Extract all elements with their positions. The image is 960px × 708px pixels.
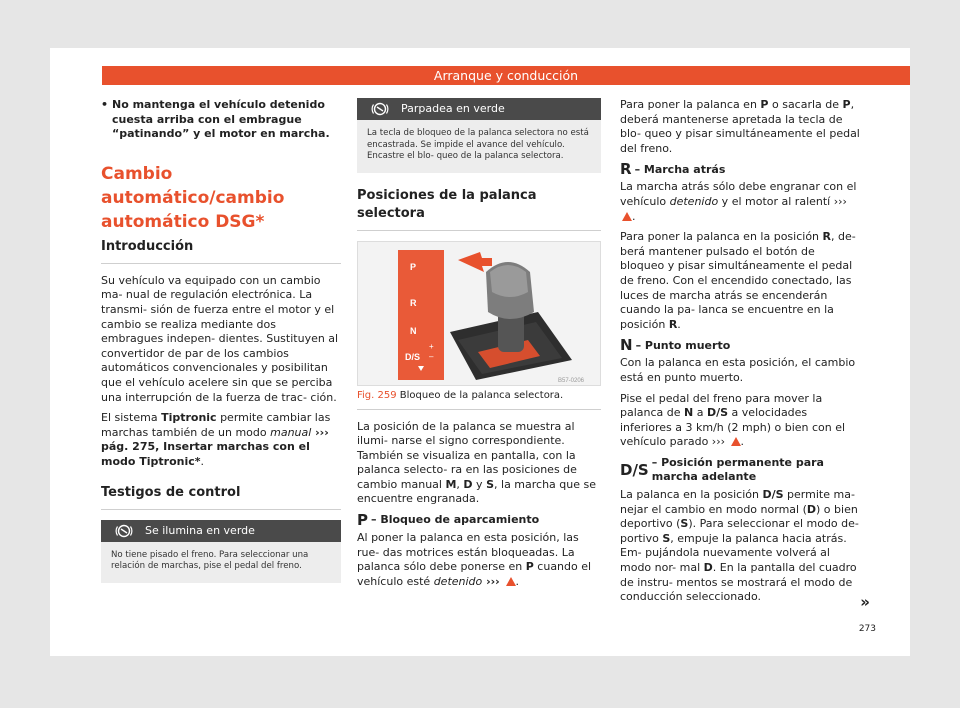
detenido-term: detenido	[669, 194, 719, 208]
gear-indicator-icon	[371, 102, 389, 124]
position-label-p: P	[410, 261, 417, 272]
position-label-r: R	[410, 297, 417, 308]
page-number: 273	[858, 624, 876, 634]
neutral-glyph: N	[620, 336, 633, 355]
manual-term: manual	[270, 425, 312, 439]
text-span: y	[472, 477, 487, 491]
gear-m: M	[445, 477, 457, 491]
park-title: – Bloqueo de aparcamiento	[371, 513, 540, 527]
indicator-box-text: No tiene pisado el freno. Para seleccionar una relación de marchas, pise el pedal del freno.	[111, 549, 309, 571]
testigos-heading: Testigos de control	[101, 484, 341, 510]
drive-paragraph	[620, 488, 860, 605]
section-header: Arranque y conducción	[102, 66, 910, 85]
text-span: , deberá mantenerse apretada la tecla de blo- queo y pisar simultáneamente el pedal del freno.	[620, 98, 860, 155]
position-label-ds: D/S	[405, 351, 421, 362]
drive-glyph: D/S	[620, 460, 649, 479]
gear-ds: D/S	[762, 488, 784, 502]
park-glyph: P	[357, 511, 368, 530]
gear-s: S	[486, 477, 495, 491]
indicator-box-title: Se ilumina en verde	[145, 523, 255, 537]
indicator-box-header	[101, 520, 341, 542]
indicator-box-green	[101, 520, 341, 583]
text-span: ) o bien deportivo (	[620, 502, 858, 531]
warning-reference-link[interactable]: y el motor al ralentí ›››	[718, 194, 847, 208]
neutral-subheading	[620, 338, 860, 353]
reverse-paragraph-1: La marcha atrás sólo debe engranar con el vehículo detenido y el motor al ralentí ››› .	[620, 180, 857, 223]
detenido-term: detenido	[433, 574, 483, 588]
indicator-box-header	[357, 98, 601, 120]
text-span: .	[200, 454, 205, 468]
text-span: cuando el vehículo esté	[357, 560, 592, 588]
warning-triangle-icon	[506, 577, 516, 586]
gear-indicator-icon	[115, 524, 133, 546]
gear-ds: D/S	[706, 406, 729, 420]
figure-caption-text: Bloqueo de la palanca selectora.	[399, 389, 564, 401]
text-span: ,	[456, 477, 464, 491]
page-reference-link[interactable]: ››› pág. 275, Insertar marchas con el modo Tiptronic*	[101, 425, 329, 468]
intro-heading: Introducción	[101, 238, 341, 264]
drive-subheading	[620, 456, 860, 485]
gear-p: P	[842, 98, 851, 111]
warning-reference-link[interactable]: ›››	[482, 574, 504, 588]
column-middle	[357, 98, 601, 595]
svg-text:+: +	[429, 341, 434, 351]
selector-lever-figure	[357, 241, 601, 386]
figure-caption	[357, 386, 601, 410]
gear-r: R	[822, 230, 831, 244]
text-span: permite cambiar las marchas también de un modo	[101, 411, 331, 439]
warning-triangle-icon	[622, 212, 632, 221]
gear-r: R	[668, 317, 678, 331]
reverse-title: – Marcha atrás	[634, 162, 726, 176]
column-left	[101, 98, 341, 597]
indicator-box-text: La tecla de bloqueo de la palanca selectora no está encastrada. Se impide el avance del vehículo. Encastre el blo- queo de la palanca selectora.	[367, 128, 589, 161]
text-span: La marcha atrás sólo debe engranar con el vehículo	[620, 180, 857, 208]
figure-code: B57-0206	[558, 377, 585, 384]
gear-s: S	[662, 531, 671, 545]
text-span: , de- berá mantener pulsado el botón de bloqueo y pisar simultáneamente el pedal de freno. Con el encendido conectado, las luces de marcha atrás se encenderán cuando la pa- lanca se encuentre en la posición	[620, 230, 856, 331]
warning-bullet: • No mantenga el vehículo detenido cuesta arriba con el embrague “patinando” y el motor en marcha.	[101, 98, 341, 142]
warning-reference-link[interactable]: a velocidades inferiores a 3 km/h (2 mph) o bien con el vehículo parado ›››	[620, 406, 846, 449]
neutral-title: – Punto muerto	[635, 338, 731, 352]
selector-lever-illustration	[358, 242, 600, 385]
text-span: a	[693, 406, 707, 420]
reverse-subheading	[620, 162, 860, 177]
tiptronic-term: Tiptronic	[161, 411, 217, 425]
park-subheading	[357, 513, 601, 528]
gear-p: P	[760, 98, 769, 111]
intro-paragraph: Su vehículo va equipado con un cambio ma- nual de regulación electrónica. La transmi- sión de fuerza entre el motor y el cambio se realiza mediante dos embragues indepen- dientes. Sustituyen al convertidor de par de los cambios automáticos convencionales y posibilitan que el vehículo acelere sin que se perciba una interrupción de la fuerza de trac- ción.	[101, 273, 339, 404]
gear-s: S	[680, 517, 689, 531]
neutral-paragraph-2: Pise el pedal del freno para mover la palanca de N a D/S a velocidades inferiores a 3 km/h (2 mph) o bien con el vehículo parado ››› .	[620, 391, 846, 449]
reverse-paragraph-2	[620, 230, 860, 332]
text-span: Para poner la palanca en la posición	[620, 230, 823, 244]
gear-d: D	[703, 561, 713, 575]
svg-text:–: –	[429, 351, 434, 361]
text-span: .	[677, 317, 681, 331]
indicator-box-blinking	[357, 98, 601, 173]
text-span: El sistema	[101, 411, 162, 425]
text-span: ). Para seleccionar el modo de- portivo	[620, 517, 859, 545]
park-paragraph: Al poner la palanca en esta posición, las rue- das motrices están bloqueadas. La palanca sólo debe ponerse en P cuando el vehículo esté detenido ››› .	[357, 531, 592, 588]
reverse-glyph: R	[620, 160, 632, 179]
text-span: Pise el pedal del freno para mover la palanca de	[620, 391, 823, 420]
chapter-title: Cambio automático/cambio automático DSG*	[101, 163, 285, 232]
gear-n: N	[684, 406, 694, 420]
selector-positions-heading: Posiciones de la palanca selectora	[357, 187, 601, 231]
continue-marker: »	[860, 593, 870, 611]
column-right	[620, 98, 860, 611]
manual-page	[50, 48, 910, 656]
warning-triangle-icon	[731, 437, 741, 446]
text-span: La palanca en la posición	[620, 488, 763, 502]
text-span: , la marcha que se encuentre engranada.	[357, 477, 597, 506]
tiptronic-paragraph	[101, 411, 341, 469]
gear-d: D	[806, 502, 817, 516]
gear-d: D	[463, 477, 473, 491]
position-label-n: N	[410, 325, 417, 336]
text-span: o sacarla de	[768, 98, 843, 111]
drive-title: – Posición permanente para marcha adelante	[651, 455, 824, 484]
gear-p: P	[525, 560, 534, 574]
position-display-paragraph	[357, 420, 601, 508]
text-span: . En la pantalla del cuadro de instru- mentos se mostrará el modo de conducción seleccionado.	[620, 561, 857, 604]
park-release-paragraph	[620, 98, 860, 156]
text-span: Para poner la palanca en	[620, 98, 761, 111]
text-span: , empuje la palanca hacia atrás. Em- pujándola nuevamente volverá al modo nor- mal	[620, 531, 847, 575]
text-span: La posición de la palanca se muestra al ilumi- narse el signo correspondiente. También se visualiza en pantalla, con la palanca selecto- ra en las posiciones de cambio manual	[357, 419, 577, 491]
text-span: permite ma- nejar el cambio en modo normal (	[620, 488, 855, 516]
text-span: Al poner la palanca en esta posición, las rue- das motrices están bloqueadas. La palanca sólo debe ponerse en	[357, 531, 579, 574]
neutral-paragraph-1: Con la palanca en esta posición, el cambio está en punto muerto.	[620, 356, 856, 384]
figure-number: Fig. 259	[357, 389, 397, 401]
indicator-box-title: Parpadea en verde	[401, 102, 505, 115]
